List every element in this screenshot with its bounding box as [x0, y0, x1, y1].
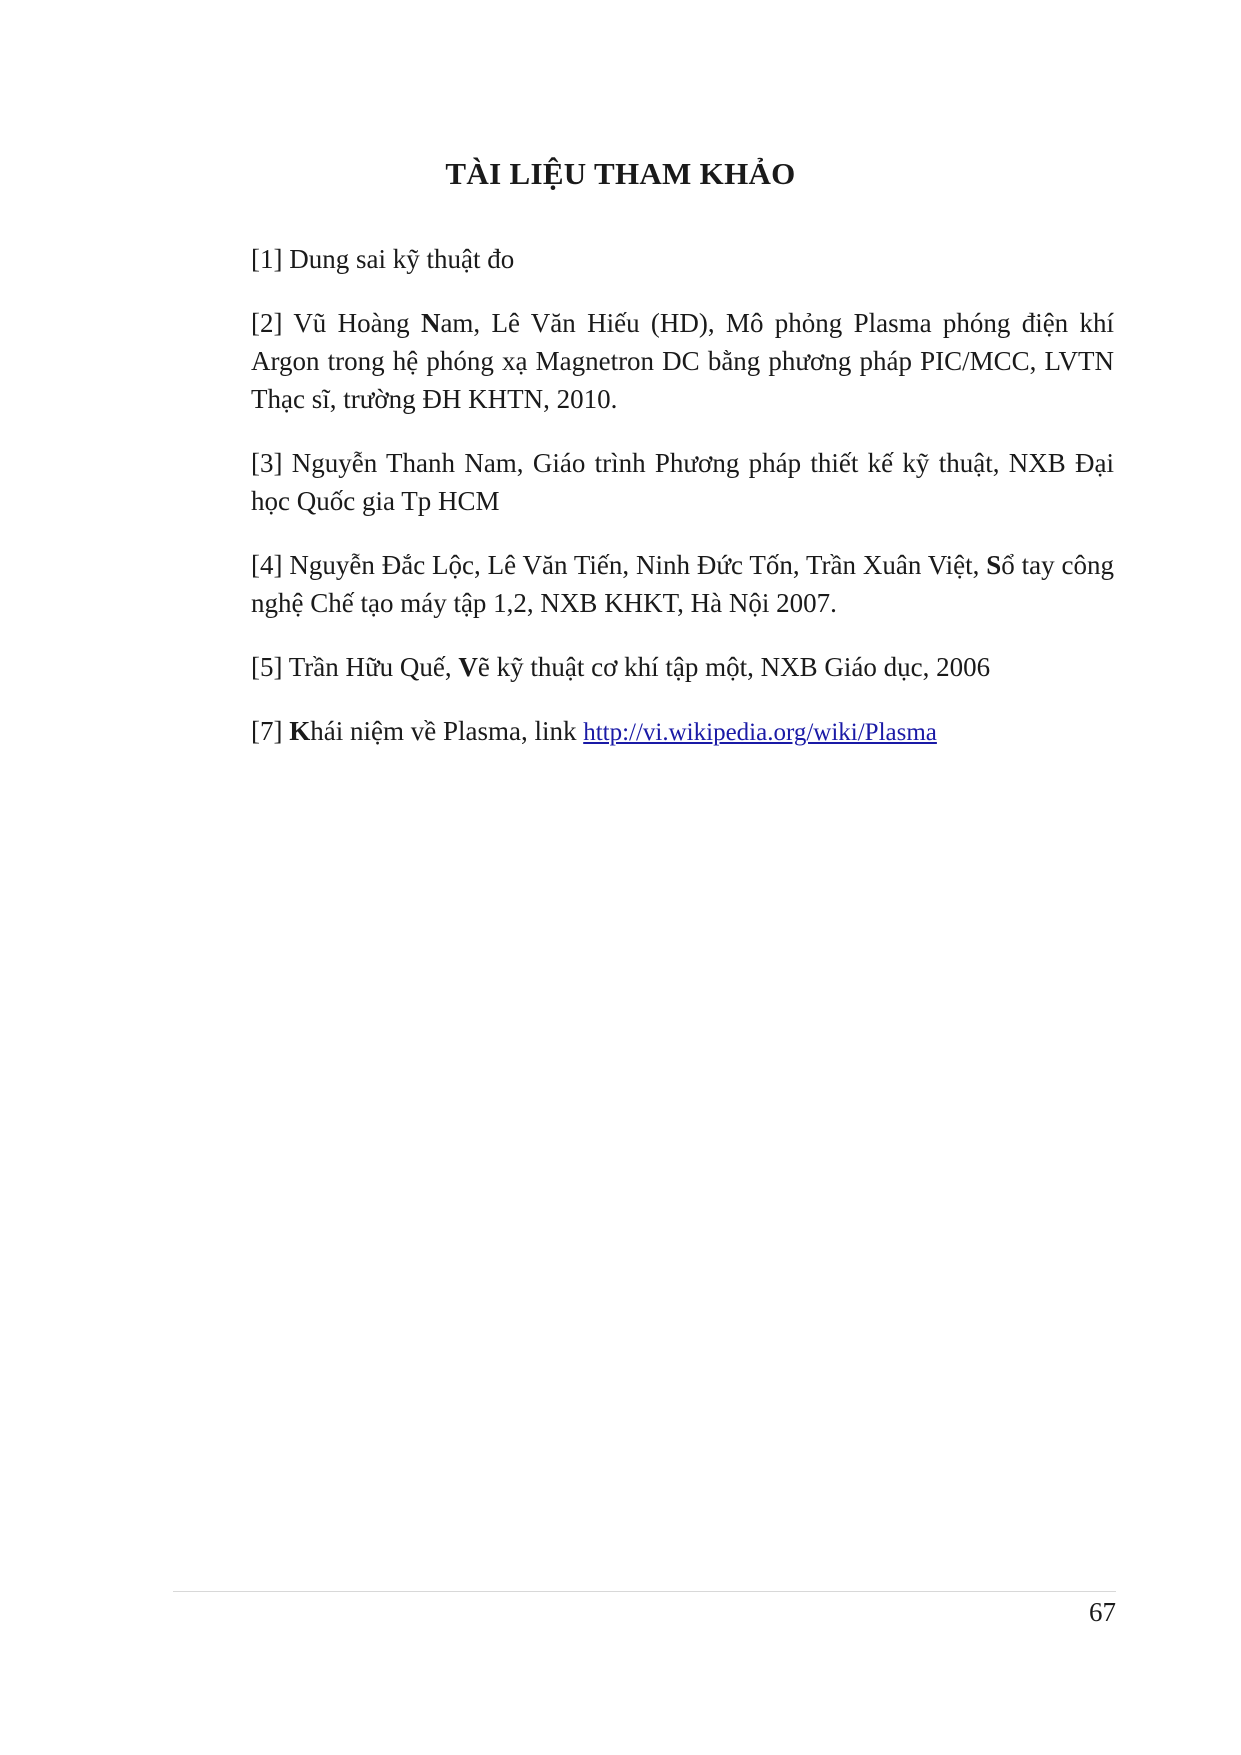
- reference-number: [5]: [251, 652, 283, 682]
- footer-divider: [173, 1591, 1116, 1592]
- page-title: TÀI LIỆU THAM KHẢO: [445, 156, 796, 191]
- reference-item-1: [251, 240, 1114, 278]
- reference-list: [251, 240, 1114, 752]
- reference-text-start: Vũ Hoàng: [293, 308, 421, 338]
- reference-text-rest: ổ tay công nghệ Chế tạo máy tập 1,2, NXB KHKT, Hà Nội 2007.: [251, 550, 1114, 618]
- reference-text-rest: ẽ kỹ thuật cơ khí tập một, NXB Giáo dục, 2006: [477, 652, 991, 682]
- reference-text-rest: am, Lê Văn Hiếu (HD), Mô phỏng Plasma phóng điện khí Argon trong hệ phóng xạ Magnetron DC bằng phương pháp PIC/MCC, LVTN Thạc sĩ, trường ĐH KHTN, 2010.: [251, 308, 1114, 414]
- reference-text-rest: hái niệm về Plasma, link: [310, 716, 584, 746]
- page-number: 67: [1089, 1597, 1116, 1627]
- reference-text-start: Trần Hữu Quế,: [288, 652, 459, 682]
- reference-item-3: [251, 444, 1114, 520]
- reference-item-7: [251, 712, 1114, 752]
- reference-bold-letter: N: [420, 308, 441, 338]
- reference-bold-letter: K: [289, 716, 311, 746]
- reference-bold-letter: S: [986, 550, 1002, 580]
- reference-number: [2]: [251, 308, 283, 338]
- reference-text-start: Nguyễn Đắc Lộc, Lê Văn Tiến, Ninh Đức Tốn, Trần Xuân Việt,: [289, 550, 987, 580]
- reference-number: [7]: [251, 716, 283, 746]
- reference-text: Nguyễn Thanh Nam, Giáo trình Phương pháp thiết kế kỹ thuật, NXB Đại học Quốc gia Tp HCM: [251, 448, 1115, 516]
- reference-bold-letter: V: [458, 652, 478, 682]
- reference-number: [3]: [251, 448, 283, 478]
- reference-number: [1]: [251, 244, 283, 274]
- wikipedia-plasma-link[interactable]: http://vi.wikipedia.org/wiki/Plasma: [583, 719, 937, 746]
- reference-number: [4]: [251, 550, 283, 580]
- reference-item-4: [251, 546, 1114, 622]
- reference-item-5: [251, 648, 1114, 686]
- reference-text: Dung sai kỹ thuật đo: [289, 244, 515, 274]
- reference-item-2: [251, 304, 1114, 418]
